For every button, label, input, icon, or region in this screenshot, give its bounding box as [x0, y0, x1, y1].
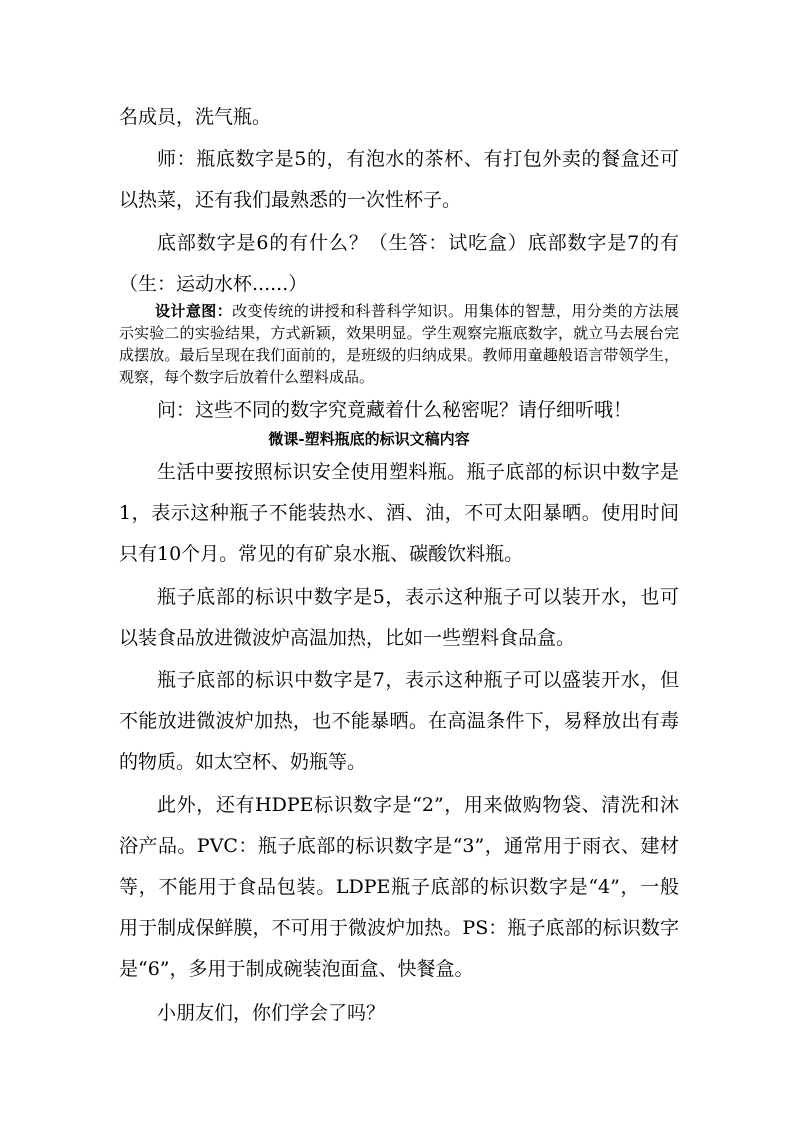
paragraph-numbers-6-7: 底部数字是6的有什么？（生答：试吃盒）底部数字是7的有（生：运动水杯......） [119, 232, 679, 295]
paragraph-continuation: 名成员，洗气瓶。 [119, 106, 272, 128]
design-intent-label: 设计意图： [155, 302, 233, 320]
paragraph-other-numbers: 此外，还有HDPE标识数字是“2”，用来做购物袋、清洗和沐浴产品。PVC：瓶子底部的标识数字是“3”，通常用于雨衣、建材等，不能用于食品包装。LDPE瓶子底部的标识数字是“4”，一般用于制成保鲜膜，不可用于微波炉加热。PS：瓶子底部的标识数字是“6”，多用于制成碗装泡面盒、快餐盒。 [119, 794, 679, 980]
paragraph-question: 问：这些不同的数字究竟藏着什么秘密呢？请仔细听哦！ [157, 399, 633, 421]
paragraph-closing-question: 小朋友们，你们学会了吗？ [157, 1002, 386, 1024]
design-intent-body: 改变传统的讲授和科普科学知识。用集体的智慧，用分类的方法展示实验二的实验结果，方式新颖，效果明显。学生观察完瓶底数字，就立马去展台完成摆放。最后呈现在我们面前的，是班级的归纳成果。教师用童趣般语言带领学生，观察，每个数字后放着什么塑料成品。 [119, 302, 679, 386]
paragraph-number-1: 生活中要按照标识安全使用塑料瓶。瓶子底部的标识中数字是1，表示这种瓶子不能装热水、酒、油，不可太阳暴晒。使用时间只有10个月。常见的有矿泉水瓶、碳酸饮料瓶。 [119, 461, 679, 565]
paragraph-number-5: 瓶子底部的标识中数字是5，表示这种瓶子可以装开水，也可以装食品放进微波炉高温加热，比如一些塑料食品盒。 [119, 586, 679, 649]
section-title: 微课-塑料瓶底的标识文稿内容 [268, 430, 470, 448]
paragraph-teacher-number-5: 师：瓶底数字是5的，有泡水的茶杯、有打包外卖的餐盒还可以热菜，还有我们最熟悉的一次性杯子。 [119, 148, 679, 211]
design-intent-paragraph [119, 300, 679, 388]
paragraph-number-7: 瓶子底部的标识中数字是7，表示这种瓶子可以盛装开水，但不能放进微波炉加热，也不能暴晒。在高温条件下，易释放出有毒的物质。如太空杯、奶瓶等。 [119, 669, 679, 773]
